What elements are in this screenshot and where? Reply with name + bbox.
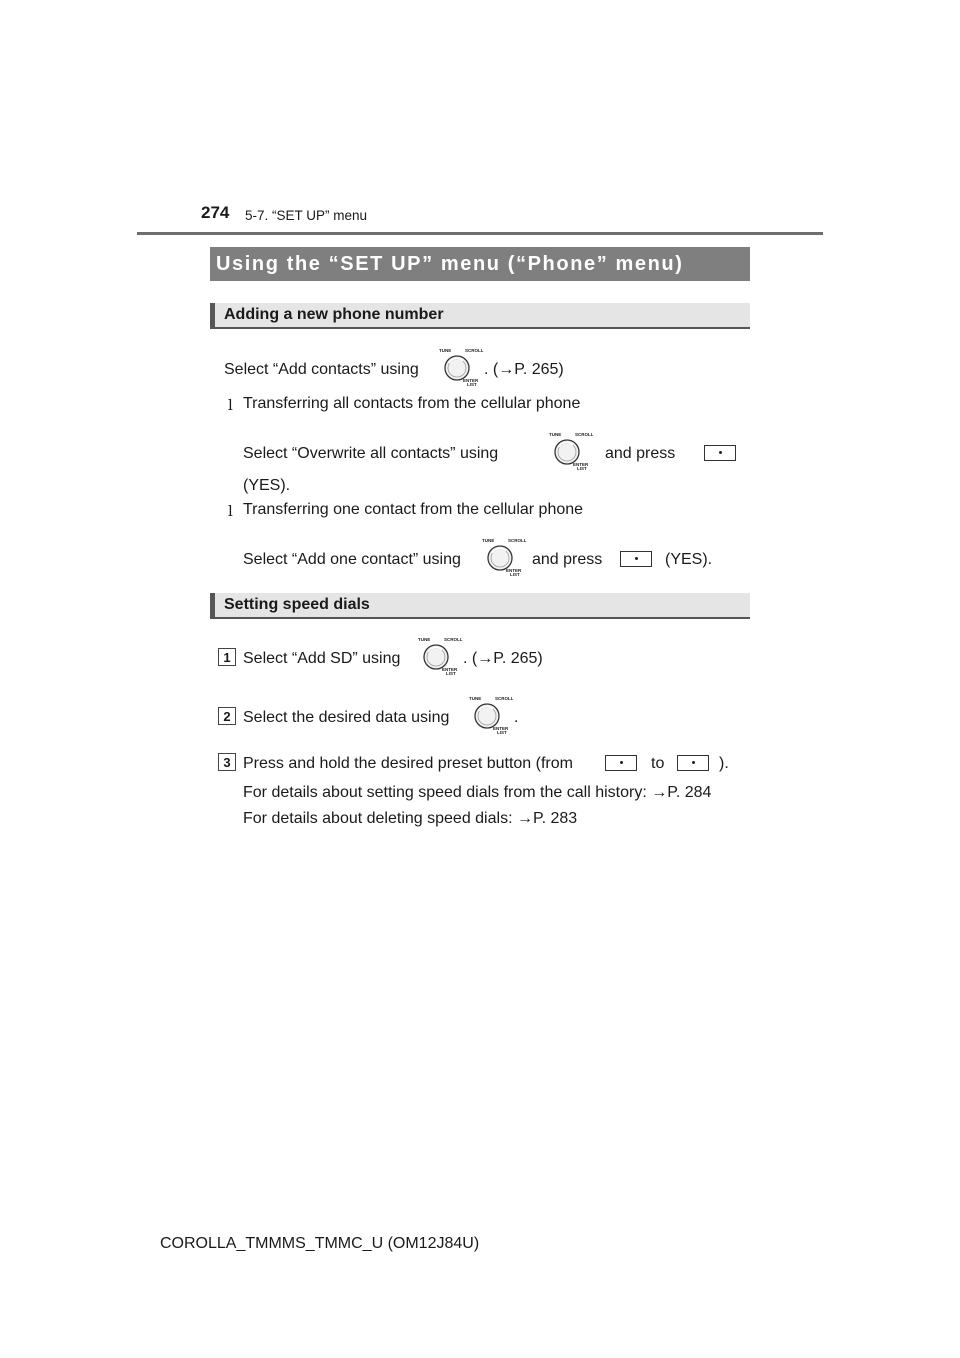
- svg-text:TUNE: TUNE: [469, 696, 482, 701]
- preset-button-icon: [677, 755, 709, 771]
- step-number-1: 1: [218, 648, 236, 666]
- preset-button-icon: [620, 551, 652, 567]
- svg-text:ENTER: ENTER: [493, 726, 509, 731]
- svg-text:SCROLL: SCROLL: [508, 538, 527, 543]
- select-data-text: Select the desired data using: [243, 709, 450, 726]
- bullet-heading-one-contact: Transferring one contact from the cellular phone: [243, 501, 584, 518]
- svg-text:ENTER: ENTER: [506, 568, 522, 573]
- bullet-marker: l: [228, 396, 233, 414]
- step-number-2: 2: [218, 707, 236, 725]
- svg-text:LIST: LIST: [446, 671, 456, 676]
- preset-button-icon: [605, 755, 637, 771]
- svg-text:LIST: LIST: [467, 382, 477, 387]
- svg-text:LIST: LIST: [497, 730, 507, 735]
- svg-text:TUNE: TUNE: [418, 637, 431, 642]
- svg-text:ENTER: ENTER: [442, 667, 458, 672]
- svg-text:SCROLL: SCROLL: [495, 696, 514, 701]
- and-press-text: and press: [532, 551, 603, 568]
- note-call-history: For details about setting speed dials from the call history: →P. 284: [243, 784, 712, 801]
- overwrite-contacts-text: Select “Overwrite all contacts” using: [243, 445, 499, 462]
- add-one-contact-text: Select “Add one contact” using: [243, 551, 461, 568]
- bullet-marker: l: [228, 502, 233, 520]
- select-data-end: .: [514, 709, 519, 726]
- svg-text:SCROLL: SCROLL: [465, 348, 484, 353]
- svg-text:LIST: LIST: [510, 572, 520, 577]
- section-title: Using the “SET UP” menu (“Phone” menu): [210, 247, 750, 281]
- bullet-heading-all-contacts: Transferring all contacts from the cellular phone: [243, 395, 581, 412]
- yes-text: (YES).: [665, 551, 713, 568]
- preset-button-icon: [704, 445, 736, 461]
- subsection-title-adding-number: Adding a new phone number: [210, 303, 750, 329]
- svg-text:LIST: LIST: [577, 466, 587, 471]
- svg-text:TUNE: TUNE: [549, 432, 562, 437]
- to-text: to: [651, 755, 665, 772]
- header-rule: [137, 232, 823, 235]
- tune-scroll-knob-icon: [415, 635, 463, 676]
- tune-scroll-knob-icon: [479, 536, 527, 577]
- press-hold-end: ).: [719, 755, 729, 772]
- step-number-3: 3: [218, 753, 236, 771]
- svg-text:SCROLL: SCROLL: [444, 637, 463, 642]
- note-deleting: For details about deleting speed dials: →P. 283: [243, 810, 578, 827]
- chapter-heading: 5-7. “SET UP” menu: [245, 208, 368, 223]
- yes-text: (YES).: [243, 477, 291, 494]
- svg-text:TUNE: TUNE: [439, 348, 452, 353]
- tune-scroll-knob-icon: [436, 346, 484, 387]
- add-contacts-ref: . (→P. 265): [484, 361, 564, 378]
- press-hold-text: Press and hold the desired preset button (from: [243, 755, 573, 772]
- tune-scroll-knob-icon: [466, 694, 514, 735]
- subsection-title-speed-dials: Setting speed dials: [210, 593, 750, 619]
- and-press-text: and press: [605, 445, 676, 462]
- tune-scroll-knob-icon: [546, 430, 594, 471]
- add-contacts-text: Select “Add contacts” using: [224, 361, 419, 378]
- add-sd-text: Select “Add SD” using: [243, 650, 401, 667]
- svg-text:TUNE: TUNE: [482, 538, 495, 543]
- svg-text:ENTER: ENTER: [463, 378, 479, 383]
- svg-text:SCROLL: SCROLL: [575, 432, 594, 437]
- svg-text:ENTER: ENTER: [573, 462, 589, 467]
- document-footer: COROLLA_TMMMS_TMMC_U (OM12J84U): [160, 1235, 480, 1252]
- add-sd-ref: . (→P. 265): [463, 650, 543, 667]
- page-number: 274: [201, 203, 230, 222]
